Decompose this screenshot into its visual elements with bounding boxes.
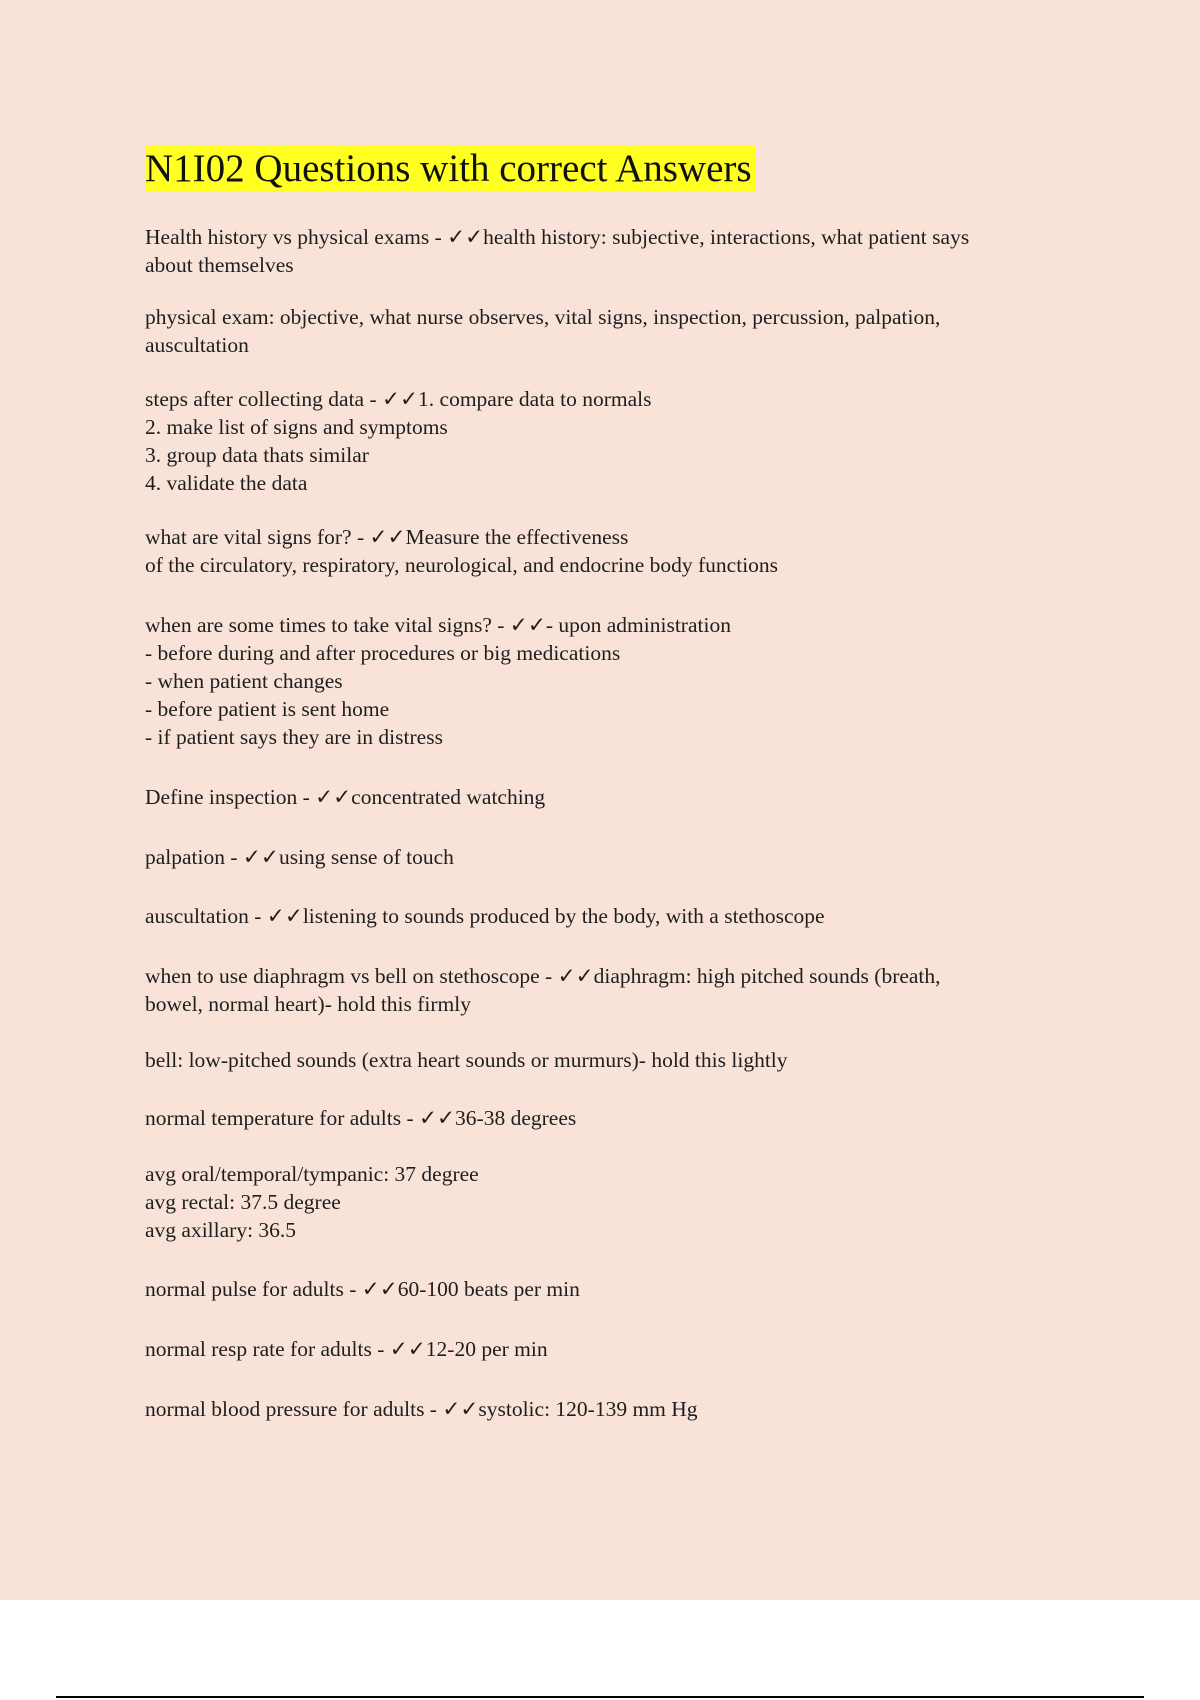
qa-paragraph: normal resp rate for adults - ✓✓12-20 per min <box>145 1337 548 1361</box>
qa-paragraph: bell: low-pitched sounds (extra heart sounds or murmurs)- hold this lightly <box>145 1048 788 1072</box>
qa-paragraph: normal blood pressure for adults - ✓✓systolic: 120-139 mm Hg <box>145 1397 698 1421</box>
qa-paragraph: auscultation - ✓✓listening to sounds produced by the body, with a stethoscope <box>145 904 825 928</box>
qa-paragraph: normal pulse for adults - ✓✓60-100 beats per min <box>145 1277 580 1301</box>
qa-paragraph: normal temperature for adults - ✓✓36-38 degrees <box>145 1106 577 1130</box>
qa-paragraph: steps after collecting data - ✓✓1. compare data to normals 2. make list of signs and symptoms 3. group data thats similar 4. validate the data <box>145 387 652 495</box>
page-bottom-divider <box>56 1696 1144 1698</box>
page-title: N1I02 Questions with correct Answers <box>145 146 756 192</box>
qa-paragraph: when are some times to take vital signs? - ✓✓- upon administration - before during and after procedures or big medications - when patient changes - before patient is sent home - if patient says they are in distress <box>145 613 731 749</box>
qa-paragraph: avg oral/temporal/tympanic: 37 degree avg rectal: 37.5 degree avg axillary: 36.5 <box>145 1162 479 1242</box>
qa-paragraph: what are vital signs for? - ✓✓Measure the effectiveness of the circulatory, respiratory, neurological, and endocrine body functions <box>145 525 779 577</box>
qa-paragraph: Health history vs physical exams - ✓✓health history: subjective, interactions, what patient says about themselves <box>145 225 970 277</box>
qa-paragraph: palpation - ✓✓using sense of touch <box>145 845 454 869</box>
qa-paragraph: Define inspection - ✓✓concentrated watching <box>145 785 546 809</box>
qa-paragraph: physical exam: objective, what nurse observes, vital signs, inspection, percussion, palpation, auscultation <box>145 305 941 357</box>
qa-content <box>145 223 1085 1423</box>
qa-paragraph: when to use diaphragm vs bell on stethoscope - ✓✓diaphragm: high pitched sounds (breath, bowel, normal heart)- hold this firmly <box>145 964 941 1016</box>
